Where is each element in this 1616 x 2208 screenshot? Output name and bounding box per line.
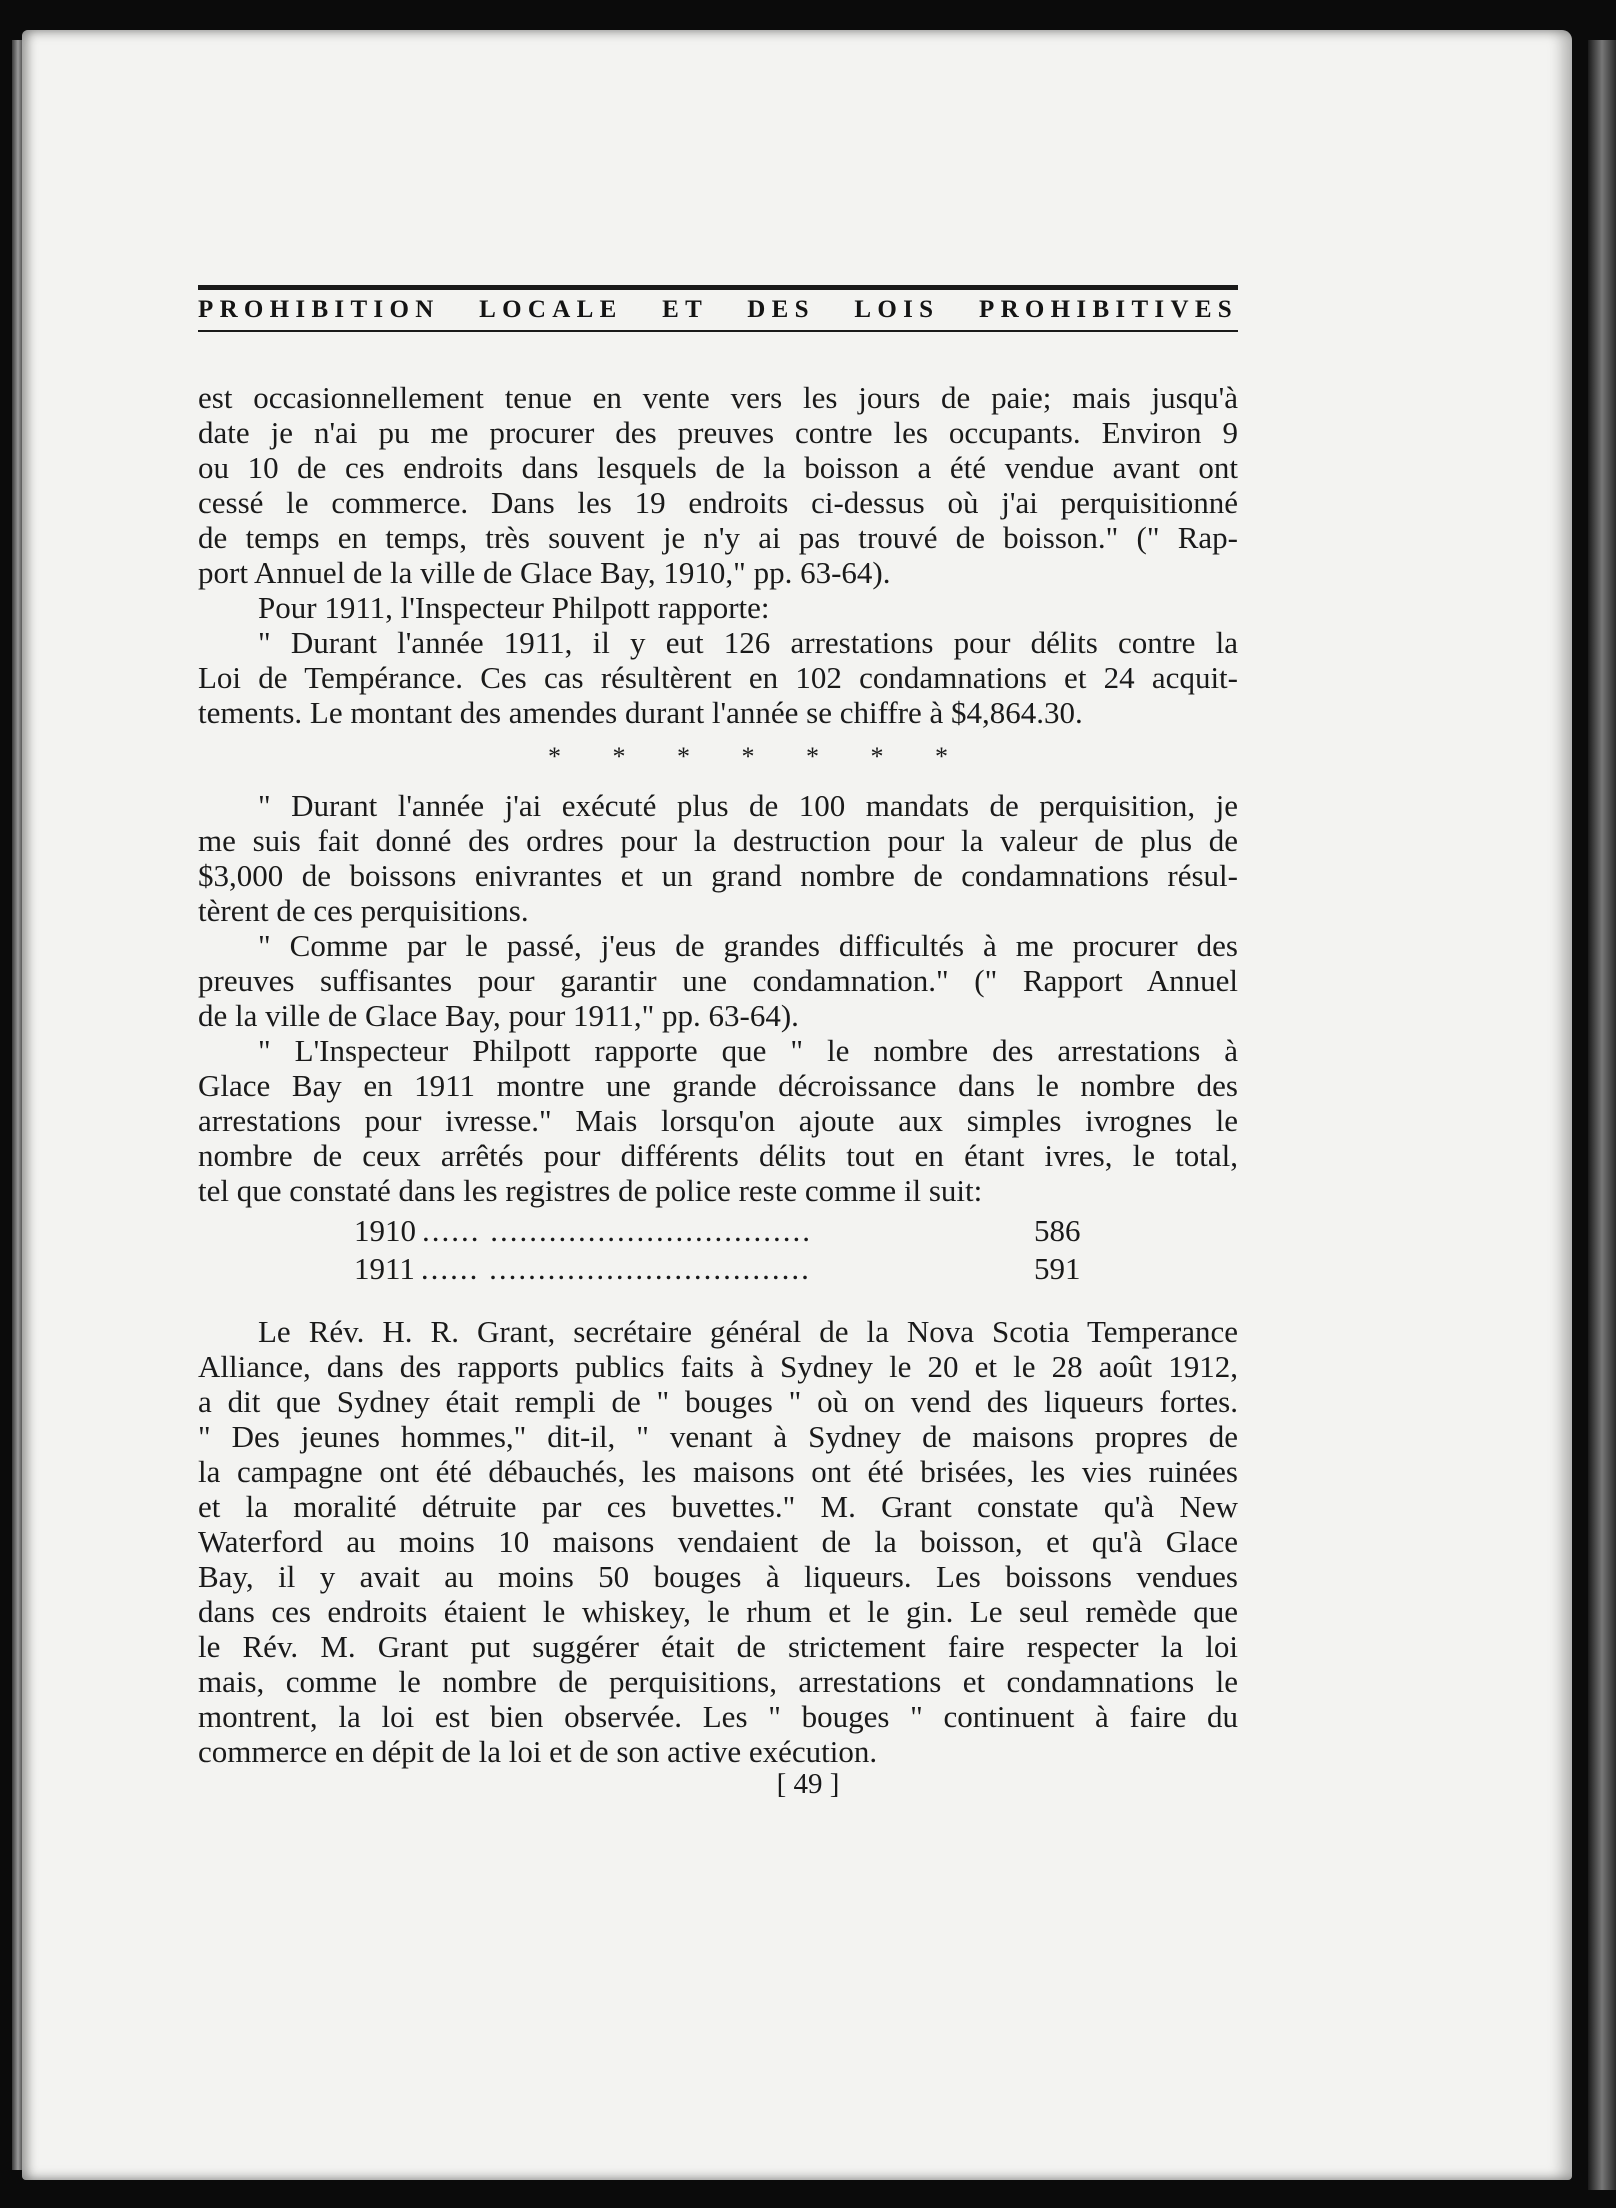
text-line: arrestations pour ivresse." Mais lorsqu'on ajoute aux simples ivrognes le	[198, 1103, 1238, 1138]
text-line: " Des jeunes hommes," dit-il, " venant à Sydney de maisons propres de	[198, 1419, 1238, 1454]
text-line: de temps en temps, très souvent je n'y ai pas trouvé de boisson." (" Rap-	[198, 520, 1238, 555]
text-line: " L'Inspecteur Philpott rapporte que " le nombre des arrestations à	[258, 1033, 1238, 1068]
asterisk: *	[870, 742, 884, 771]
text-line: Le Rév. H. R. Grant, secrétaire général de la Nova Scotia Temperance	[258, 1314, 1238, 1349]
text-line: date je n'ai pu me procurer des preuves contre les occupants. Environ 9	[198, 415, 1238, 450]
text-line: preuves suffisantes pour garantir une condamnation." (" Rapport Annuel	[198, 963, 1238, 998]
text-line: Pour 1911, l'Inspecteur Philpott rapporte:	[258, 590, 770, 625]
running-head: PROHIBITION LOCALE ET DES LOIS PROHIBITIVES	[198, 296, 1238, 323]
text-line: montrent, la loi est bien observée. Les " bouges " continuent à faire du	[198, 1699, 1238, 1734]
page-edge	[1588, 40, 1616, 2190]
paragraph-continuation	[198, 380, 1238, 730]
text-line: Alliance, dans des rapports publics faits à Sydney le 20 et le 28 août 1912,	[198, 1349, 1238, 1384]
stat-value: 591	[1034, 1251, 1081, 1286]
paragraph-quotes	[198, 788, 1238, 1208]
text-line: " Comme par le passé, j'eus de grandes difficultés à me procurer des	[258, 928, 1238, 963]
stat-row-1910	[354, 1212, 1094, 1250]
text-line: $3,000 de boissons enivrantes et un grand nombre de condamnations résul-	[198, 858, 1238, 893]
text-line: me suis fait donné des ordres pour la destruction pour la valeur de plus de	[198, 823, 1238, 858]
leader-dots: ...... .................................	[422, 1213, 812, 1248]
text-line: la campagne ont été débauchés, les maisons ont été brisées, les vies ruinées	[198, 1454, 1238, 1489]
text-line: et la moralité détruite par ces buvettes." M. Grant constate qu'à New	[198, 1489, 1238, 1524]
text-line: commerce en dépit de la loi et de son active exécution.	[198, 1734, 878, 1769]
text-line: tements. Le montant des amendes durant l'année se chiffre à $4,864.30.	[198, 695, 1083, 730]
text-line: ou 10 de ces endroits dans lesquels de la boisson a été vendue avant ont	[198, 450, 1238, 485]
text-line: mais, comme le nombre de perquisitions, arrestations et condamnations le	[198, 1664, 1238, 1699]
page-number: [ 49 ]	[776, 1768, 840, 1800]
text-line: dans ces endroits étaient le whiskey, le rhum et le gin. Le seul remède que	[198, 1594, 1238, 1629]
text-line: de la ville de Glace Bay, pour 1911," pp. 63-64).	[198, 998, 799, 1033]
stat-row-1911	[354, 1250, 1094, 1288]
asterisk: *	[741, 742, 755, 771]
asterisk: *	[677, 742, 690, 771]
text-line: tel que constaté dans les registres de police reste comme il suit:	[198, 1173, 983, 1208]
stat-year: 1911	[354, 1251, 415, 1286]
text-line: Bay, il y avait au moins 50 bouges à liqueurs. Les boissons vendues	[198, 1559, 1238, 1594]
stat-value: 586	[1034, 1213, 1081, 1248]
text-line: est occasionnellement tenue en vente vers les jours de paie; mais jusqu'à	[198, 380, 1238, 415]
text-line: Glace Bay en 1911 montre une grande décroissance dans le nombre des	[198, 1068, 1238, 1103]
text-line: " Durant l'année 1911, il y eut 126 arrestations pour délits contre la	[258, 625, 1238, 660]
text-line: nombre de ceux arrêtés pour différents délits tout en étant ivres, le total,	[198, 1138, 1238, 1173]
header-rule-top	[198, 285, 1238, 290]
header-rule-bottom	[198, 330, 1238, 332]
text-line: le Rév. M. Grant put suggérer était de strictement faire respecter la loi	[198, 1629, 1238, 1664]
asterisk: *	[935, 742, 948, 771]
asterisk: *	[612, 742, 626, 771]
section-break-asterisks	[548, 742, 948, 772]
leader-dots: ...... .................................	[420, 1251, 811, 1286]
text-line: port Annuel de la ville de Glace Bay, 1910," pp. 63-64).	[198, 555, 891, 590]
stat-year: 1910	[354, 1213, 416, 1248]
text-line: Loi de Tempérance. Ces cas résultèrent en 102 condamnations et 24 acquit-	[198, 660, 1238, 695]
text-line: Waterford au moins 10 maisons vendaient de la boisson, et qu'à Glace	[198, 1524, 1238, 1559]
paragraph-grant	[198, 1314, 1238, 1769]
asterisk: *	[548, 742, 561, 771]
text-line: a dit que Sydney était rempli de " bouges " où on vend des liqueurs fortes.	[198, 1384, 1238, 1419]
text-line: cessé le commerce. Dans les 19 endroits ci-dessus où j'ai perquisitionné	[198, 485, 1238, 520]
text-line: " Durant l'année j'ai exécuté plus de 100 mandats de perquisition, je	[258, 788, 1238, 823]
arrest-statistics-table	[354, 1212, 1094, 1288]
text-line: tèrent de ces perquisitions.	[198, 893, 529, 928]
asterisk: *	[806, 742, 819, 771]
